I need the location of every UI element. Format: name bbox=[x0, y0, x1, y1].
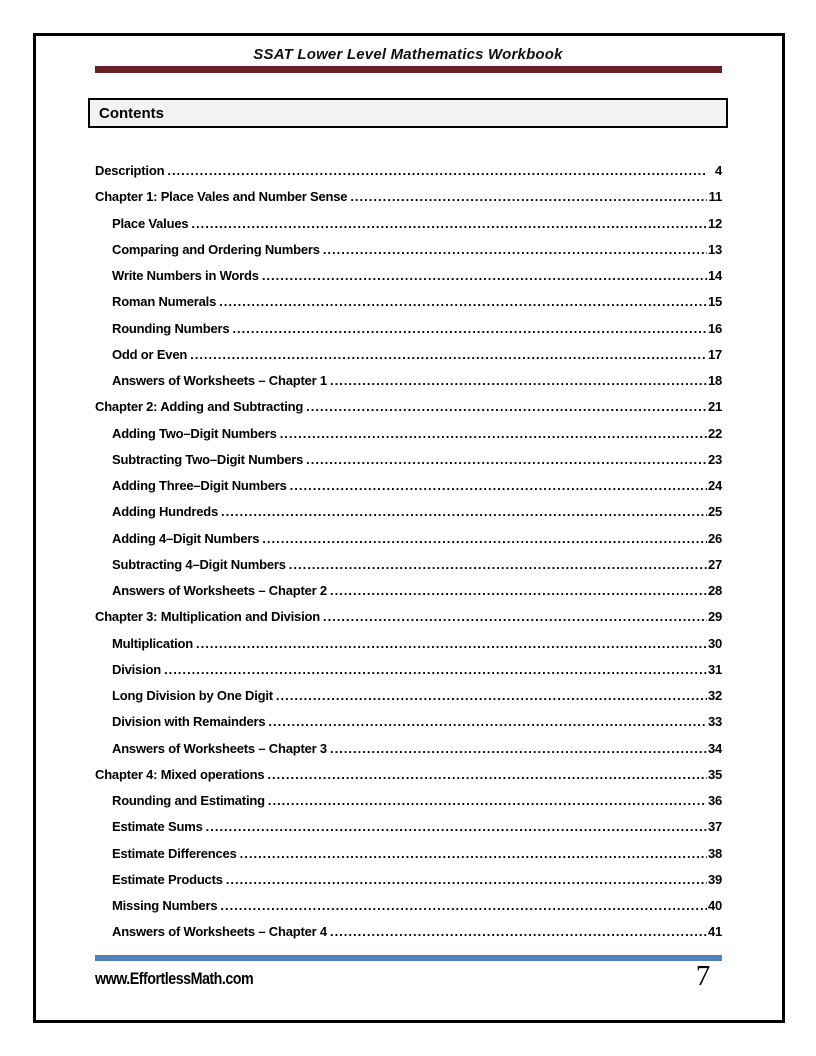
toc-entry[interactable] bbox=[95, 342, 722, 368]
toc-entry-page: 25 bbox=[707, 504, 722, 520]
toc-entry-label: Comparing and Ordering Numbers bbox=[112, 241, 320, 257]
toc-entry[interactable] bbox=[95, 526, 722, 552]
toc-dot-leader bbox=[226, 867, 707, 893]
toc-entry[interactable] bbox=[95, 211, 722, 237]
toc-entry-page: 4 bbox=[714, 163, 722, 178]
toc-entry[interactable] bbox=[95, 473, 722, 499]
toc-entry-page: 23 bbox=[707, 451, 722, 467]
toc-entry-label: Chapter 1: Place Vales and Number Sense bbox=[95, 189, 348, 205]
toc-entry-label: Chapter 4: Mixed operations bbox=[95, 766, 265, 782]
toc-entry-label: Adding Three–Digit Numbers bbox=[112, 478, 287, 493]
contents-heading: Contents bbox=[99, 104, 164, 122]
toc-entry-page: 24 bbox=[707, 478, 722, 493]
toc-entry[interactable] bbox=[95, 788, 722, 814]
toc-entry-label: Answers of Worksheets – Chapter 2 bbox=[112, 583, 327, 598]
toc-dot-leader bbox=[276, 683, 707, 709]
toc-entry-label: Odd or Even bbox=[112, 346, 188, 362]
toc-entry[interactable] bbox=[95, 447, 722, 473]
toc-entry[interactable] bbox=[95, 919, 722, 945]
toc-entry[interactable] bbox=[95, 736, 722, 762]
toc-entry[interactable] bbox=[95, 683, 722, 709]
toc-entry-page: 11 bbox=[708, 189, 722, 205]
toc-entry-page: 30 bbox=[707, 635, 722, 651]
toc-entry-label: Description bbox=[95, 163, 165, 178]
toc-entry-label: Place Values bbox=[112, 215, 189, 231]
toc-entry-page: 31 bbox=[707, 661, 722, 677]
toc-entry-label: Division with Remainders bbox=[112, 714, 266, 730]
footer-website-link[interactable]: www.EffortlessMath.com bbox=[95, 969, 254, 988]
toc-entry-page: 38 bbox=[707, 845, 722, 861]
toc-dot-leader bbox=[191, 211, 707, 237]
toc-entry-page: 35 bbox=[707, 766, 722, 782]
toc-entry-page: 27 bbox=[707, 556, 722, 572]
toc-dot-leader bbox=[350, 184, 707, 210]
toc-entry[interactable] bbox=[95, 499, 722, 525]
toc-entry-page: 39 bbox=[707, 871, 722, 887]
toc-entry[interactable] bbox=[95, 158, 722, 184]
toc-entry[interactable] bbox=[95, 263, 722, 289]
toc-dot-leader bbox=[262, 263, 707, 289]
toc-entry-label: Estimate Differences bbox=[112, 845, 237, 861]
page-number: 7 bbox=[695, 960, 711, 992]
toc-dot-leader bbox=[289, 552, 707, 578]
toc-entry-label: Multiplication bbox=[112, 635, 193, 651]
toc-entry-page: 41 bbox=[707, 924, 722, 940]
toc-entry-page: 28 bbox=[707, 583, 722, 598]
toc-dot-leader bbox=[268, 788, 707, 814]
toc-entry-page: 34 bbox=[707, 740, 722, 756]
toc-entry-page: 40 bbox=[707, 898, 722, 913]
toc-dot-leader bbox=[206, 814, 707, 840]
toc-entry-label: Missing Numbers bbox=[112, 898, 218, 913]
toc-dot-leader bbox=[268, 709, 707, 735]
toc-entry-page: 15 bbox=[707, 294, 722, 310]
footer-rule bbox=[95, 955, 722, 961]
toc-entry-page: 22 bbox=[707, 425, 722, 441]
toc-entry-label: Chapter 2: Adding and Subtracting bbox=[95, 399, 304, 415]
toc-dot-leader bbox=[190, 342, 707, 368]
toc-dot-leader bbox=[280, 421, 707, 447]
toc-entry-page: 16 bbox=[707, 320, 722, 336]
toc-dot-leader bbox=[240, 841, 707, 867]
toc-entry-label: Estimate Products bbox=[112, 871, 223, 887]
toc-entry[interactable] bbox=[95, 893, 722, 919]
toc-entry-page: 29 bbox=[707, 609, 722, 625]
toc-entry-label: Long Division by One Digit bbox=[112, 688, 273, 703]
toc-entry-label: Rounding and Estimating bbox=[112, 793, 265, 808]
toc-dot-leader bbox=[323, 604, 707, 630]
toc-entry[interactable] bbox=[95, 709, 722, 735]
toc-entry-label: Subtracting Two–Digit Numbers bbox=[112, 451, 304, 467]
toc-entry-page: 33 bbox=[707, 714, 722, 730]
toc-entry-label: Division bbox=[112, 661, 161, 677]
toc-dot-leader bbox=[267, 762, 707, 788]
toc-entry[interactable] bbox=[95, 762, 722, 788]
toc-dot-leader bbox=[167, 158, 707, 184]
toc-dot-leader bbox=[196, 631, 707, 657]
toc-entry[interactable] bbox=[95, 604, 722, 630]
toc-entry-page: 37 bbox=[707, 819, 722, 835]
toc-entry[interactable] bbox=[95, 289, 722, 315]
toc-entry-page: 36 bbox=[707, 793, 722, 808]
toc-entry-label: Adding Two–Digit Numbers bbox=[112, 425, 277, 441]
toc-entry-label: Answers of Worksheets – Chapter 3 bbox=[112, 740, 327, 756]
toc-entry[interactable] bbox=[95, 867, 722, 893]
toc-dot-leader bbox=[164, 657, 707, 683]
toc-dot-leader bbox=[330, 736, 707, 762]
toc-dot-leader bbox=[330, 919, 707, 945]
document-header-title: SSAT Lower Level Mathematics Workbook bbox=[253, 46, 563, 63]
toc-entry[interactable] bbox=[95, 631, 722, 657]
toc-entry[interactable] bbox=[95, 368, 722, 394]
header-rule bbox=[95, 66, 722, 73]
toc-entry-page: 32 bbox=[707, 688, 722, 703]
toc-dot-leader bbox=[306, 447, 707, 473]
toc-entry-label: Chapter 3: Multiplication and Division bbox=[95, 609, 320, 625]
toc-dot-leader bbox=[219, 289, 707, 315]
toc-entry-label: Answers of Worksheets – Chapter 4 bbox=[112, 924, 327, 940]
toc-entry-label: Subtracting 4–Digit Numbers bbox=[112, 556, 286, 572]
toc-entry-label: Estimate Sums bbox=[112, 819, 203, 835]
toc-entry[interactable] bbox=[95, 237, 722, 263]
toc-entry-label: Rounding Numbers bbox=[112, 320, 230, 336]
toc-entry[interactable] bbox=[95, 657, 722, 683]
toc-entry[interactable] bbox=[95, 841, 722, 867]
toc-entry[interactable] bbox=[95, 394, 722, 420]
toc-dot-leader bbox=[330, 578, 707, 604]
toc-dot-leader bbox=[262, 526, 707, 552]
toc-entry[interactable] bbox=[95, 184, 722, 210]
toc-entry-page: 21 bbox=[707, 399, 722, 415]
contents-heading-box bbox=[88, 98, 728, 128]
toc-entry[interactable] bbox=[95, 552, 722, 578]
toc-entry-page: 14 bbox=[707, 268, 722, 283]
toc-dot-leader bbox=[221, 499, 707, 525]
toc-entry[interactable] bbox=[95, 578, 722, 604]
toc-entry-label: Roman Numerals bbox=[112, 294, 217, 310]
toc-entry-page: 12 bbox=[707, 215, 722, 231]
toc-entry-label: Adding 4–Digit Numbers bbox=[112, 530, 260, 546]
toc-entry-page: 13 bbox=[707, 241, 722, 257]
toc-entry-label: Adding Hundreds bbox=[112, 504, 219, 520]
toc-entry[interactable] bbox=[95, 421, 722, 447]
toc-entry-page: 17 bbox=[707, 346, 722, 362]
toc-entry[interactable] bbox=[95, 316, 722, 342]
toc-dot-leader bbox=[290, 473, 707, 499]
toc-entry[interactable] bbox=[95, 814, 722, 840]
toc-entry-page: 18 bbox=[707, 373, 722, 388]
toc-dot-leader bbox=[220, 893, 707, 919]
toc-dot-leader bbox=[232, 316, 707, 342]
toc-dot-leader bbox=[323, 237, 707, 263]
toc-entry-label: Answers of Worksheets – Chapter 1 bbox=[112, 373, 327, 388]
toc-entry-label: Write Numbers in Words bbox=[112, 268, 259, 283]
toc-dot-leader bbox=[330, 368, 707, 394]
table-of-contents bbox=[95, 158, 722, 946]
toc-entry-page: 26 bbox=[707, 530, 722, 546]
toc-dot-leader bbox=[306, 394, 707, 420]
